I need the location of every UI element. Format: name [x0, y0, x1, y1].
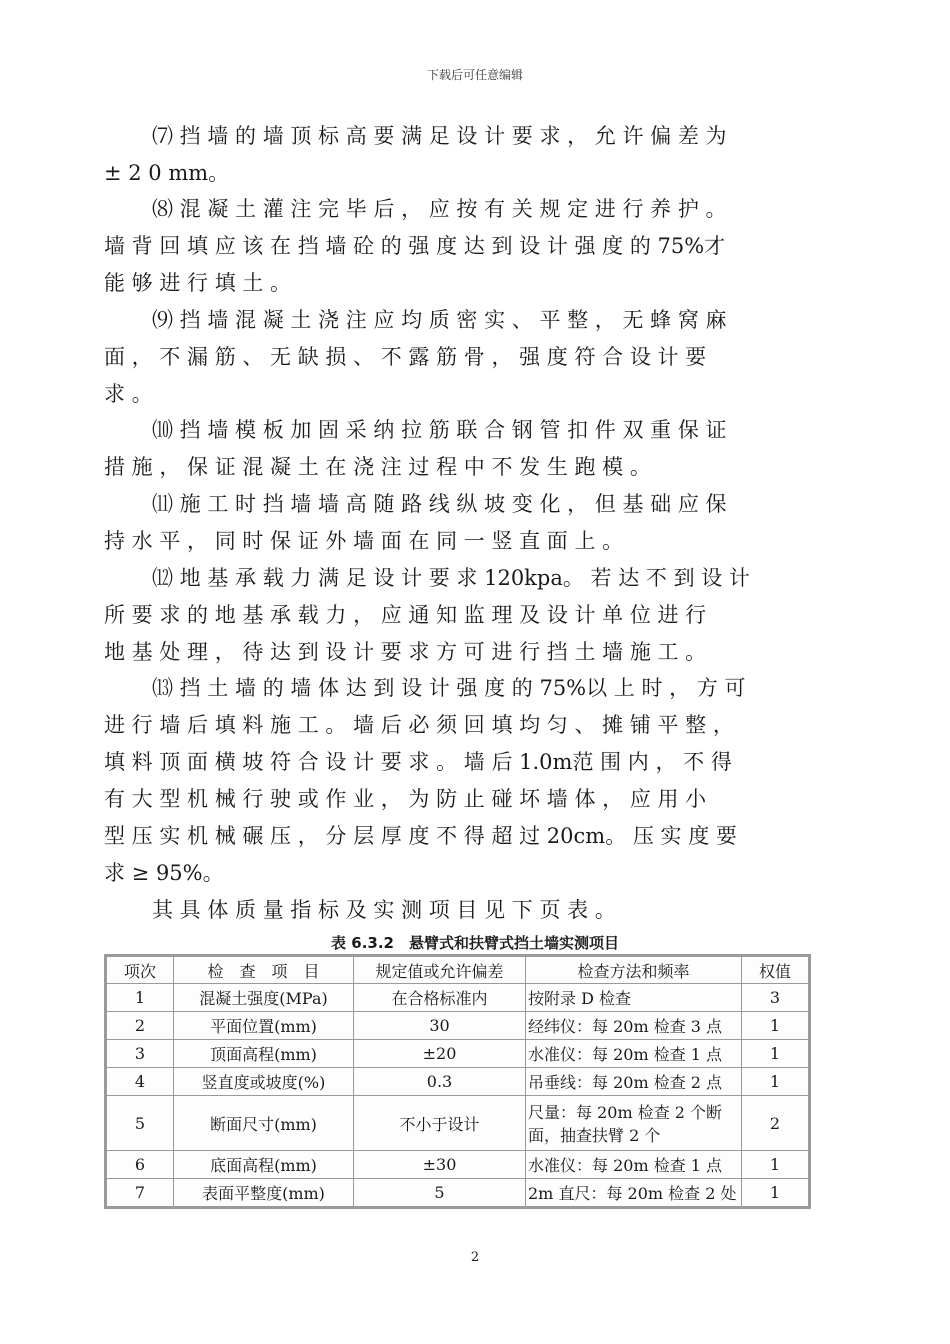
cell-item: 底面高程(mm): [174, 1151, 354, 1179]
cell-tolerance: 不小于设计: [354, 1096, 526, 1151]
text-line: 其 具 体 质 量 指 标 及 实 测 项 目 见 下 页 表 。: [152, 898, 616, 922]
cell-no: 2: [106, 1012, 174, 1040]
table-row: [106, 1012, 810, 1040]
table-header-row: [106, 956, 810, 984]
cell-tolerance: ±20: [354, 1040, 526, 1068]
cell-method: 按附录 D 检查: [526, 984, 742, 1012]
cell-weight: 1: [742, 1012, 810, 1040]
cell-method: 经纬仪：每 20m 检查 3 点: [526, 1012, 742, 1040]
table-row: [106, 1068, 810, 1096]
text-line: 措 施 ， 保 证 混 凝 土 在 浇 注 过 程 中 不 发 生 跑 模 。: [104, 455, 651, 479]
text-line: 面 ， 不 漏 筋 、 无 缺 损 、 不 露 筋 骨 ， 强 度 符 合 设 计 要: [104, 345, 707, 369]
inspection-table: [104, 954, 811, 1209]
table-row: [106, 984, 810, 1012]
cell-method: 尺量：每 20m 检查 2 个断面，抽查扶臂 2 个: [526, 1096, 742, 1151]
page-header: 下载后可任意编辑: [426, 68, 523, 82]
cell-no: 6: [106, 1151, 174, 1179]
cell-tolerance: 5: [354, 1179, 526, 1208]
header-method: 检查方法和频率: [526, 956, 742, 984]
table-title: 表 6.3.2 悬臂式和扶臂式挡土墙实测项目: [331, 934, 619, 952]
text-line: 填 料 顶 面 横 坡 符 合 设 计 要 求 。 墙 后 1.0m范 围 内 ， 不 得: [104, 750, 732, 774]
header-tolerance: 规定值或允许偏差: [354, 956, 526, 984]
cell-method: 水准仪：每 20m 检查 1 点: [526, 1040, 742, 1068]
cell-weight: 1: [742, 1151, 810, 1179]
cell-tolerance: ±30: [354, 1151, 526, 1179]
cell-item: 平面位置(mm): [174, 1012, 354, 1040]
cell-weight: 1: [742, 1068, 810, 1096]
text-line: 求 。: [104, 382, 153, 406]
header-weight: 权值: [742, 956, 810, 984]
text-line: 墙 背 回 填 应 该 在 挡 墙 砼 的 强 度 达 到 设 计 强 度 的 75%才: [104, 234, 726, 258]
cell-tolerance: 在合格标准内: [354, 984, 526, 1012]
cell-weight: 1: [742, 1179, 810, 1208]
cell-item: 表面平整度(mm): [174, 1179, 354, 1208]
cell-item: 顶面高程(mm): [174, 1040, 354, 1068]
cell-method: 2m 直尺：每 20m 检查 2 处: [526, 1179, 742, 1208]
text-line: ⑿ 地 基 承 载 力 满 足 设 计 要 求 120kpa。 若 达 不 到 设 计: [152, 566, 750, 590]
text-line: 持 水 平 ， 同 时 保 证 外 墙 面 在 同 一 竖 直 面 上 。: [104, 529, 624, 553]
table-row: [106, 1096, 810, 1151]
cell-no: 4: [106, 1068, 174, 1096]
text-line: ⑺ 挡 墙 的 墙 顶 标 高 要 满 足 设 计 要 求 ， 允 许 偏 差 为: [152, 124, 727, 148]
table-row: [106, 1151, 810, 1179]
cell-item: 竖直度或坡度(%): [174, 1068, 354, 1096]
table-row: [106, 1040, 810, 1068]
text-line: 所 要 求 的 地 基 承 载 力 ， 应 通 知 监 理 及 设 计 单 位 进 行: [104, 603, 707, 627]
page-number: 2: [470, 1250, 480, 1265]
cell-no: 3: [106, 1040, 174, 1068]
header-item-no: 项次: [106, 956, 174, 984]
text-line: 进 行 墙 后 填 料 施 工 。 墙 后 必 须 回 填 均 匀 、 摊 铺 平 整 ，: [104, 713, 734, 737]
text-line: ⑾ 施 工 时 挡 墙 墙 高 随 路 线 纵 坡 变 化 ， 但 基 础 应 保: [152, 492, 727, 516]
text-line: 求 ≥ 95%。: [104, 861, 224, 885]
text-line: 型 压 实 机 械 碾 压 ， 分 层 厚 度 不 得 超 过 20cm。 压 实 度 要: [104, 824, 737, 848]
cell-no: 7: [106, 1179, 174, 1208]
text-line: ± 2 0 mm。: [104, 161, 230, 185]
table-row: [106, 1179, 810, 1208]
text-line: ⑻ 混 凝 土 灌 注 完 毕 后 ， 应 按 有 关 规 定 进 行 养 护 。: [152, 197, 727, 221]
cell-no: 5: [106, 1096, 174, 1151]
cell-item: 混凝土强度(MPa): [174, 984, 354, 1012]
cell-tolerance: 0.3: [354, 1068, 526, 1096]
cell-item: 断面尺寸(mm): [174, 1096, 354, 1151]
cell-method: 水准仪：每 20m 检查 1 点: [526, 1151, 742, 1179]
cell-weight: 2: [742, 1096, 810, 1151]
header-check-item: 检 查 项 目: [174, 956, 354, 984]
text-line: 地 基 处 理 ， 待 达 到 设 计 要 求 方 可 进 行 挡 土 墙 施 工 。: [104, 640, 707, 664]
text-line: 能 够 进 行 填 土 。: [104, 271, 292, 295]
text-line: ⒀ 挡 土 墙 的 墙 体 达 到 设 计 强 度 的 75%以 上 时 ， 方 可: [152, 676, 746, 700]
cell-weight: 3: [742, 984, 810, 1012]
text-line: ⑽ 挡 墙 模 板 加 固 采 纳 拉 筋 联 合 钢 管 扣 件 双 重 保 证: [152, 418, 727, 442]
cell-no: 1: [106, 984, 174, 1012]
cell-tolerance: 30: [354, 1012, 526, 1040]
cell-weight: 1: [742, 1040, 810, 1068]
text-line: ⑼ 挡 墙 混 凝 土 浇 注 应 均 质 密 实 、 平 整 ， 无 蜂 窝 麻: [152, 308, 727, 332]
text-line: 有 大 型 机 械 行 驶 或 作 业 ， 为 防 止 碰 坏 墙 体 ， 应 用 小: [104, 787, 707, 811]
cell-method: 吊垂线：每 20m 检查 2 点: [526, 1068, 742, 1096]
